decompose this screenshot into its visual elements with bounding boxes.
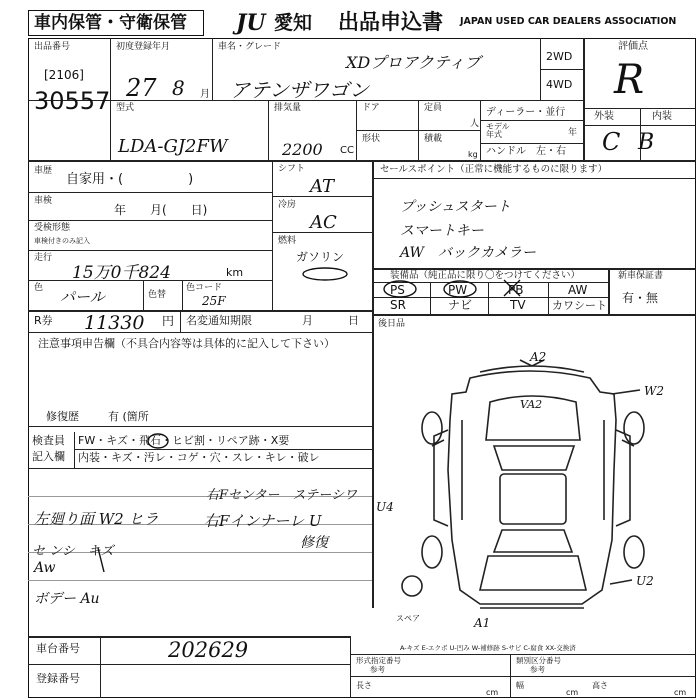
displacement-unit: CC	[340, 145, 354, 156]
drive-2wd: 2WD	[546, 50, 573, 63]
equip-navi[interactable]: ナビ	[448, 298, 473, 312]
shape-label: 形状	[362, 134, 381, 144]
type-designation-label: 形式指定番号	[356, 656, 401, 665]
type-value: LDA-GJ2FW	[118, 136, 228, 157]
mark-u4-left: U4	[376, 500, 394, 514]
handle-label: ハンドル 左・右	[486, 146, 566, 157]
model-label: モデル	[486, 122, 510, 131]
inspection-label: 車検	[34, 196, 53, 206]
association-name: JAPAN USED CAR DEALERS ASSOCIATION	[460, 16, 677, 27]
equipment-title: 装備品（純正品に限り〇をつけてください）	[390, 270, 581, 281]
mark-a1-bottom: A1	[474, 616, 491, 630]
exterior-value: C	[602, 128, 621, 156]
seats-unit: 人	[470, 119, 480, 129]
color-value: パール	[60, 288, 105, 306]
recycle-unit: 円	[162, 314, 175, 328]
form-title: 出品申込書	[338, 10, 443, 34]
ju-logo-text: JU	[236, 10, 266, 36]
equip-aw[interactable]: AW	[568, 283, 588, 297]
first-reg-month: 8	[172, 76, 185, 100]
lot-number-label: 出品番号	[34, 42, 71, 52]
mileage-unit: km	[226, 266, 244, 279]
comment-2: 左廻り面 W2 ヒラ	[34, 510, 159, 528]
inspector-label: 検査員	[32, 434, 65, 447]
inspection-value: 年 月( 日)	[114, 203, 208, 217]
first-reg-month-unit: 月	[200, 89, 210, 100]
dealer-label: ディーラー・並行	[486, 107, 566, 118]
width-label: 幅	[516, 681, 524, 690]
ac-value: AC	[310, 212, 337, 233]
mark-u2-right: U2	[636, 574, 654, 588]
first-reg-label: 初度登録年月	[116, 42, 171, 52]
car-name-label: 車名・グレード	[218, 42, 282, 52]
door-label: ドア	[362, 103, 380, 113]
storage-label: 車内保管・守衛保管	[34, 13, 187, 33]
shift-label: シフト	[278, 164, 306, 174]
category-number-label: 類別区分番号	[516, 656, 561, 665]
year-label: 年式	[486, 130, 502, 139]
name-change-day: 日	[348, 314, 359, 327]
load-unit: kg	[468, 150, 478, 159]
chassis-number-value: 202629	[168, 638, 249, 662]
org-name: 愛知	[274, 12, 313, 34]
type-label: 型式	[116, 103, 135, 113]
recycle-label: R券	[34, 314, 53, 327]
sales-point-1: プッシュスタート	[400, 199, 511, 215]
score-label: 評価点	[618, 41, 648, 52]
shift-value: AT	[310, 176, 335, 197]
equip-ps[interactable]: PS	[390, 283, 405, 297]
mileage-label: 走行	[34, 253, 53, 263]
color-label: 色	[34, 283, 44, 293]
height-unit: cm	[674, 688, 687, 697]
displacement-label: 排気量	[274, 103, 302, 113]
color-code-label: 色コード	[186, 283, 223, 293]
comment-1: 右Fセンター ステーシワ	[206, 488, 357, 503]
drive-4wd: 4WD	[546, 78, 573, 91]
equip-pw[interactable]: PW	[448, 283, 468, 297]
new-car-warranty-label: 新車保証書	[618, 271, 664, 281]
lot-number-sub: [2106]	[44, 68, 84, 82]
equip-pb[interactable]: PB	[508, 283, 524, 297]
interior-value: B	[638, 130, 655, 155]
seats-label: 定員	[424, 103, 443, 113]
comment-6: Aw	[34, 560, 56, 576]
inspection-form-sub: 車検付きのみ記入	[34, 237, 90, 245]
comment-4: 修復	[300, 535, 328, 551]
inspection-row-1: FW・キズ・飛石・ヒビ割・リペア跡・X要	[78, 434, 290, 447]
notes-title: 注意事項申告欄（不具合内容等は具体的に記入して下さい）	[38, 337, 335, 350]
mark-va2-bonnet: VA2	[520, 398, 543, 411]
width-unit: cm	[566, 688, 579, 697]
name-change-label: 名変通知期限	[186, 314, 252, 327]
repair-history-label: 修復歴	[46, 410, 79, 423]
equip-leather-seat[interactable]: カワシート	[552, 299, 607, 312]
comment-7: ボデー Au	[34, 591, 100, 607]
comment-5: セ ンシ キズ	[32, 544, 114, 559]
type-designation-ref: 参考	[370, 665, 385, 674]
color-code-value: 25F	[202, 294, 226, 308]
interior-label: 内装	[652, 111, 672, 122]
equip-sr[interactable]: SR	[390, 298, 406, 312]
first-reg-year: 27	[126, 74, 157, 102]
use-value: 自家用・( )	[66, 172, 194, 187]
car-grade-value: XDプロアクティブ	[346, 53, 481, 72]
sales-point-title: セールスポイント（正常に機能するものに限ります）	[380, 164, 608, 175]
registration-number-label: 登録番号	[36, 672, 80, 685]
entry-column-label: 記入欄	[32, 450, 65, 463]
score-value: R	[614, 57, 645, 103]
equip-tv[interactable]: TV	[510, 298, 526, 312]
repair-history-value: 有 (箇所	[108, 410, 149, 423]
mark-a2-top: A2	[530, 350, 547, 364]
displacement-value: 2200	[282, 140, 323, 159]
inspection-row-2: 内装・キズ・汚レ・コゲ・穴・スレ・キレ・破レ	[78, 451, 320, 464]
sales-point-3: AW バックカメラー	[400, 245, 536, 261]
color-change-label: 色替	[148, 290, 167, 300]
fuel-value: ガソリン	[296, 250, 345, 264]
car-name-value: アテンザワゴン	[230, 78, 369, 102]
inspection-form-label: 受検形態	[34, 223, 71, 233]
load-label: 積載	[424, 134, 443, 144]
damage-legend: A-キズ E-エクボ U-凹み W-補修跡 S-サビ C-腐食 XX-交換済	[400, 644, 576, 652]
mileage-value: 15万0千824	[72, 263, 171, 283]
spare-label: スペア	[396, 614, 420, 623]
name-change-month: 月	[302, 314, 313, 327]
category-number-ref: 参考	[530, 665, 545, 674]
lot-number-value: 30557	[34, 87, 111, 115]
sales-point-2: スマートキー	[400, 223, 484, 239]
exterior-label: 外装	[594, 111, 614, 122]
mark-w2-right: W2	[644, 384, 664, 398]
comment-3: 右Fインナーレ U	[204, 512, 322, 530]
length-label: 長さ	[356, 681, 372, 690]
height-label: 高さ	[592, 681, 608, 690]
new-car-warranty-value: 有・無	[622, 291, 659, 305]
later-items-label: 後日品	[378, 319, 406, 329]
year-unit: 年	[568, 128, 578, 138]
chassis-number-label: 車台番号	[36, 642, 80, 655]
ac-label: 冷房	[278, 200, 297, 210]
recycle-value: 11330	[84, 312, 145, 334]
fuel-label: 燃料	[278, 236, 297, 246]
use-label: 車歴	[34, 166, 53, 176]
length-unit: cm	[486, 688, 499, 697]
